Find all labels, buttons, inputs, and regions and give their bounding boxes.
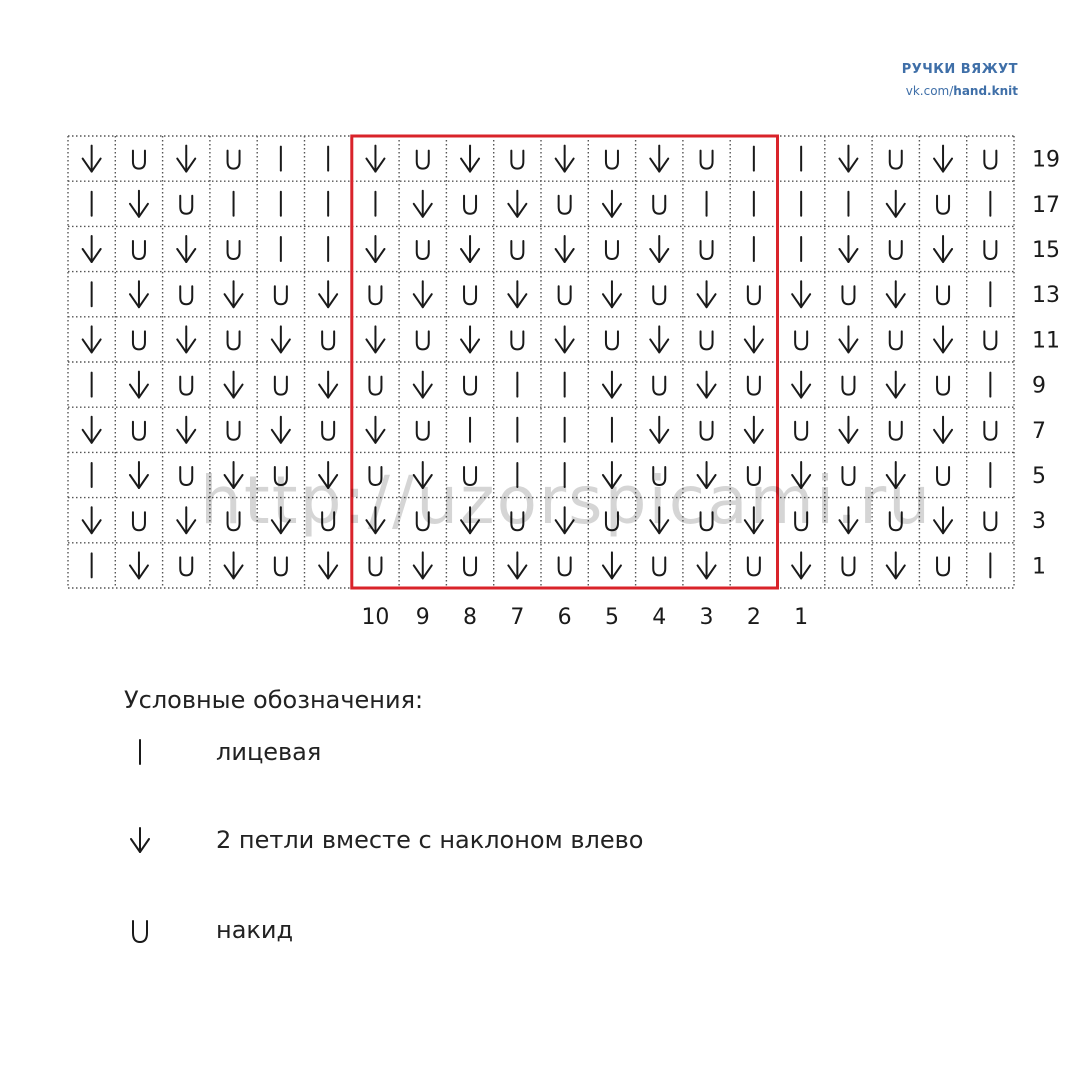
row-number: 17 [1032, 192, 1060, 218]
chart-cell [825, 543, 872, 588]
row-numbers [1032, 148, 1060, 580]
chart-cell [730, 362, 777, 407]
legend-item-knit [124, 736, 764, 776]
legend-item-k2tog-left [124, 824, 764, 864]
chart-cell [399, 317, 446, 362]
legend-label: накид [216, 916, 294, 944]
chart-cell [446, 543, 493, 588]
k2tog-left-icon [124, 824, 156, 856]
chart-cell [446, 362, 493, 407]
chart-cell [872, 317, 919, 362]
stitch-number: 8 [463, 605, 478, 630]
stitch-number: 10 [361, 605, 390, 630]
row-number: 7 [1032, 418, 1046, 444]
chart-cell [683, 226, 730, 271]
chart-cell [115, 407, 162, 452]
chart-cell [399, 407, 446, 452]
chart-cell [683, 407, 730, 452]
chart-cell [163, 181, 210, 226]
chart-cell [305, 407, 352, 452]
chart-cell [730, 272, 777, 317]
legend-title: Условные обозначения: [124, 686, 424, 714]
row-number: 15 [1032, 238, 1060, 263]
chart-cell [919, 181, 966, 226]
chart-cell [446, 181, 493, 226]
chart-cell [257, 362, 304, 407]
yarn-over-icon [124, 914, 156, 946]
row-number: 9 [1032, 373, 1046, 399]
stitch-number: 6 [557, 605, 572, 630]
brand-title: РУЧКИ ВЯЖУТ [901, 62, 1018, 77]
chart-cell [257, 543, 304, 588]
chart-cell [825, 362, 872, 407]
chart-cell [872, 226, 919, 271]
brand-url-prefix: vk.com/ [905, 84, 954, 98]
chart-cell [210, 136, 257, 181]
chart-cell [636, 272, 683, 317]
stitch-number: 9 [415, 605, 430, 630]
row-number: 19 [1032, 147, 1060, 173]
chart-cell [541, 543, 588, 588]
row-number: 5 [1032, 464, 1046, 489]
chart-cell [588, 136, 635, 181]
chart-cell [163, 362, 210, 407]
stitch-number: 5 [604, 605, 619, 630]
chart-cell [352, 272, 399, 317]
stitch-number: 2 [746, 605, 761, 630]
chart-cell [494, 136, 541, 181]
chart-cell [115, 226, 162, 271]
chart-cell [541, 272, 588, 317]
chart-cell [636, 362, 683, 407]
legend-item-yarn-over [124, 914, 764, 954]
chart-cell [210, 226, 257, 271]
chart-cell [825, 272, 872, 317]
stitch-number: 4 [652, 605, 667, 630]
chart-cell [115, 317, 162, 362]
chart-cell [778, 317, 825, 362]
row-number: 11 [1032, 328, 1060, 354]
chart-cell [352, 543, 399, 588]
row-number: 13 [1032, 283, 1060, 309]
legend [124, 686, 644, 944]
chart-cell [210, 407, 257, 452]
row-number: 1 [1032, 554, 1046, 580]
chart-cell [588, 226, 635, 271]
stitch-number: 7 [510, 605, 525, 630]
chart-cell [967, 226, 1014, 271]
chart-cell [778, 407, 825, 452]
chart-cell [163, 272, 210, 317]
chart-cell [494, 317, 541, 362]
chart-cell [919, 272, 966, 317]
chart-cell [683, 317, 730, 362]
chart-cell [257, 272, 304, 317]
stitch-number: 3 [699, 605, 714, 630]
chart-cell [399, 136, 446, 181]
chart-cell [210, 317, 257, 362]
chart-cell [399, 226, 446, 271]
chart-cell [683, 136, 730, 181]
chart-cell [352, 362, 399, 407]
chart-cell [494, 226, 541, 271]
chart-cell [872, 136, 919, 181]
chart-cell [919, 543, 966, 588]
watermark-text: http://uzorspicami.ru [200, 462, 933, 539]
chart-cell [730, 543, 777, 588]
chart-cell [636, 543, 683, 588]
legend-label: лицевая [216, 738, 322, 766]
chart-cell [115, 498, 162, 543]
stitch-number: 1 [794, 605, 809, 630]
chart-cell [967, 136, 1014, 181]
chart-cell [967, 498, 1014, 543]
chart-cell [305, 317, 352, 362]
chart-cell [636, 181, 683, 226]
stitch-numbers [361, 605, 808, 630]
knit-stitch-icon [124, 736, 156, 768]
chart-cell [967, 317, 1014, 362]
chart-cell [588, 317, 635, 362]
chart-cell [446, 272, 493, 317]
chart-cell [919, 362, 966, 407]
chart-cell [872, 407, 919, 452]
legend-label: 2 петли вместе с наклоном влево [216, 826, 644, 854]
row-number: 3 [1032, 509, 1046, 535]
chart-cell [541, 181, 588, 226]
chart-cell [163, 543, 210, 588]
chart-cell [967, 407, 1014, 452]
chart-cell [115, 136, 162, 181]
brand-url-handle: hand.knit [953, 84, 1018, 98]
